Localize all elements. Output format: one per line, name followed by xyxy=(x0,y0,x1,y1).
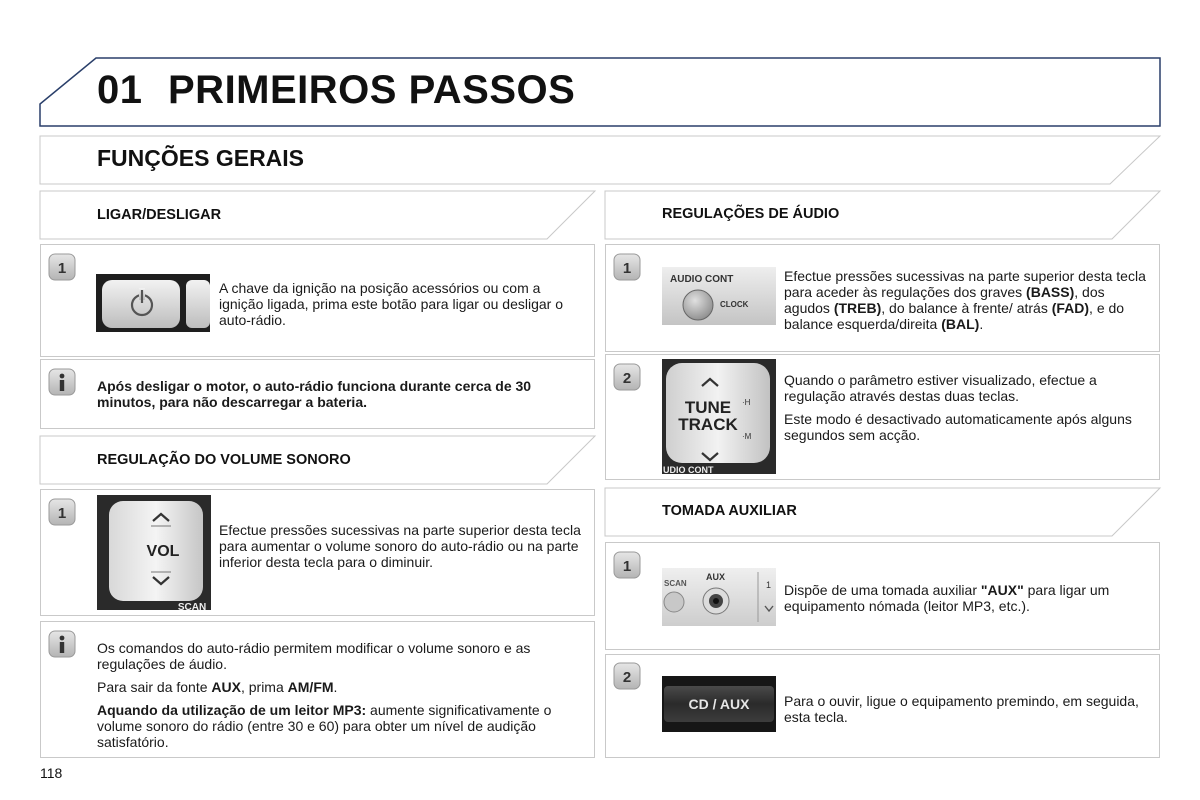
volume-info-p2: Para sair da fonte AUX, prima AM/FM. xyxy=(97,679,338,695)
svg-text:SCAN: SCAN xyxy=(664,579,687,588)
chapter-number: 01 xyxy=(97,68,143,112)
step-2-badge-icon xyxy=(613,363,641,391)
audio-step-1-text: Efectue pressões sucessivas na parte superior desta tecla para aceder às regulações dos graves (BASS), dos agudos (TREB), do balance à frente/ atrás (FAD), e do balance esquerda/direita (BAL). xyxy=(784,268,1146,332)
volume-info-p1: Os comandos do auto-rádio permitem modificar o volume sonoro e as regulações de áudio. xyxy=(97,640,531,672)
step-1-badge-icon xyxy=(613,253,641,281)
step-1-badge-icon xyxy=(48,498,76,526)
svg-text:·M: ·M xyxy=(742,432,752,441)
step-1-badge-icon xyxy=(613,551,641,579)
power-step-1-text: A chave da ignição na posição acessórios ou com a ignição ligada, prima este botão para ligar ou desligar o auto-rádio. xyxy=(219,280,563,328)
svg-text:TRACK: TRACK xyxy=(678,415,738,434)
chapter-title: PRIMEIROS PASSOS xyxy=(168,68,576,112)
svg-text:1: 1 xyxy=(57,260,67,277)
svg-text:2: 2 xyxy=(622,669,632,686)
svg-text:·H: ·H xyxy=(742,398,751,407)
svg-text:TUNE: TUNE xyxy=(684,398,732,417)
svg-text:1: 1 xyxy=(766,580,772,590)
cd-aux-button-image xyxy=(662,676,776,732)
aux-section-title: TOMADA AUXILIAR xyxy=(662,503,797,519)
tune-track-button-image xyxy=(662,359,776,474)
audio-step-2-text xyxy=(784,372,1152,450)
svg-text:CD / AUX: CD / AUX xyxy=(688,696,750,712)
aux-step-1-text: Dispõe de uma tomada auxiliar "AUX" para ligar um equipamento nómada (leitor MP3, etc.). xyxy=(784,582,1110,614)
svg-text:2: 2 xyxy=(622,370,632,387)
aux-step-2-text: Para o ouvir, ligue o equipamento premindo, em seguida, esta tecla. xyxy=(784,693,1139,725)
svg-text:AUDIO CONT: AUDIO CONT xyxy=(670,274,734,285)
volume-info-text xyxy=(97,640,582,757)
info-icon xyxy=(48,368,76,396)
power-section-title: LIGAR/DESLIGAR xyxy=(97,207,222,223)
aux-socket-image xyxy=(662,568,776,626)
svg-text:VOL: VOL xyxy=(146,543,180,560)
svg-text:AUX: AUX xyxy=(706,572,726,582)
power-button-image xyxy=(96,274,210,332)
info-icon xyxy=(48,630,76,658)
svg-text:1: 1 xyxy=(622,558,632,575)
power-info-text: Após desligar o motor, o auto-rádio funciona durante cerca de 30 minutos, para não descarregar a bateria. xyxy=(97,378,532,410)
page-number: 118 xyxy=(40,765,63,781)
svg-text:1: 1 xyxy=(57,505,67,522)
volume-section-title: REGULAÇÃO DO VOLUME SONORO xyxy=(97,452,351,468)
step-1-badge-icon xyxy=(48,253,76,281)
section-title: FUNÇÕES GERAIS xyxy=(97,145,305,171)
volume-step-1-text: Efectue pressões sucessivas na parte superior desta tecla para aumentar o volume sonoro do auto-rádio ou na parte inferior desta tecla para o diminuir. xyxy=(219,522,581,570)
step-2-badge-icon xyxy=(613,662,641,690)
audio-section-title: REGULAÇÕES DE ÁUDIO xyxy=(662,206,840,222)
audio-step-2-p2: Este modo é desactivado automaticamente após alguns segundos sem acção. xyxy=(784,411,1132,443)
svg-text:SCAN: SCAN xyxy=(177,602,207,610)
volume-button-image xyxy=(97,495,211,610)
svg-text:UDIO CONT: UDIO CONT xyxy=(663,465,714,474)
volume-info-p3: Aquando da utilização de um leitor MP3: aumente significativamente o volume sonoro do rádio (entre 30 e 60) para obter um nível de audição satisfatório. xyxy=(97,702,552,750)
svg-text:CLOCK: CLOCK xyxy=(720,300,749,309)
audio-control-image xyxy=(662,267,776,325)
svg-text:1: 1 xyxy=(622,260,632,277)
audio-step-2-p1: Quando o parâmetro estiver visualizado, efectue a regulação através destas duas teclas. xyxy=(784,372,1097,404)
